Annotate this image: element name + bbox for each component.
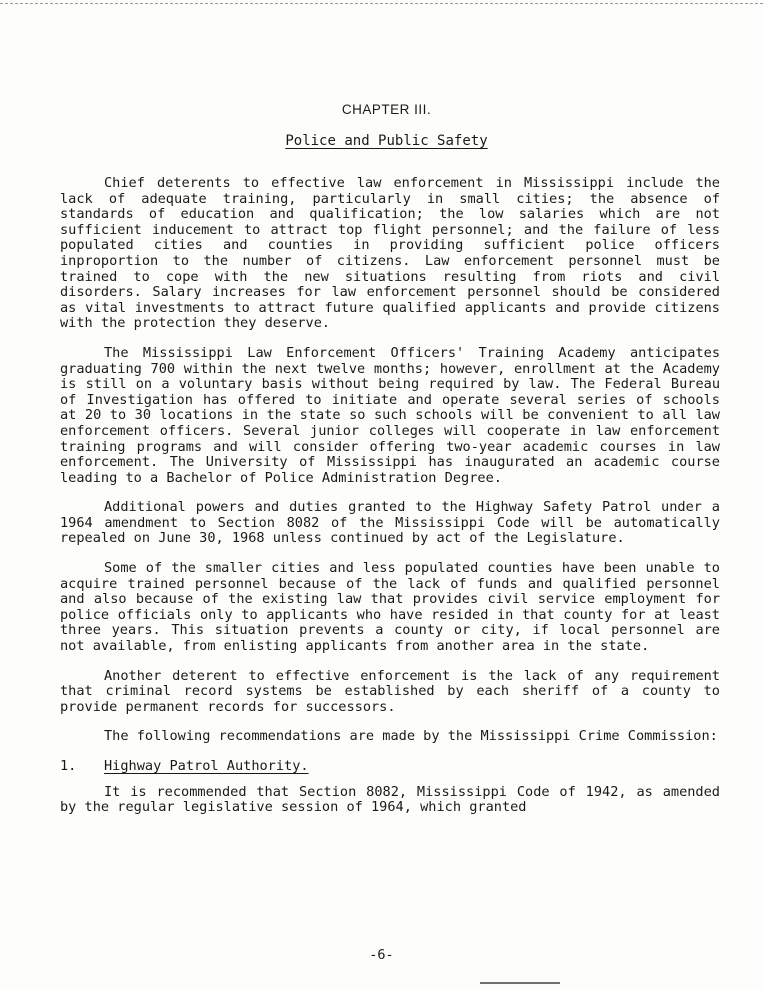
- recommendation-title: Highway Patrol Authority.: [104, 758, 309, 774]
- body-text: [60, 176, 720, 830]
- recommendation-heading: [60, 759, 720, 775]
- section-title-text: Police and Public Safety: [285, 133, 488, 149]
- section-title: [0, 133, 763, 149]
- scan-mark: [480, 982, 560, 984]
- page-number: -6-: [369, 947, 394, 963]
- paragraph: Chief deterents to effective law enforcement in Mississippi include the lack of adequate training, particularly in small cities; the absence of standards of education and qualification; the low salaries which are not sufficient inducement to attract top flight personnel; and the failure of less populated cities and counties in providing sufficient police officers inproportion to the number of citizens. Law enforcement personnel must be trained to cope with the new situations resulting from riots and civil disorders. Salary increases for law enforcement personnel should be considered as vital investments to attract future qualified applicants and provide citizens with the protection they deserve.: [60, 175, 720, 332]
- paragraph: The Mississippi Law Enforcement Officers' Training Academy anticipates graduating 700 within the next twelve months; however, enrollment at the Academy is still on a voluntary basis without being required by law. The Federal Bureau of Investigation has offered to initiate and operate several series of schools at 20 to 30 locations in the state so such schools will be convenient to all law enforcement officers. Several junior colleges will cooperate in law enforcement training programs and will consider offering two-year academic courses in law enforcement. The University of Mississippi has inaugurated an academic course leading to a Bachelor of Police Administration Degree.: [60, 344, 720, 486]
- paragraph: Some of the smaller cities and less populated counties have been unable to acquire trained personnel because of the lack of funds and qualified personnel and also because of the existing law that provides civil service employment for police officials only to applicants who have resided in that county for at least three years. This situation prevents a county or city, if local personnel are not available, from enlisting applicants from another area in the state.: [60, 560, 720, 655]
- paragraph: The following recommendations are made by the Mississippi Crime Commission:: [104, 728, 718, 745]
- paragraph: Additional powers and duties granted to the Highway Safety Patrol under a 1964 amendment to Section 8082 of the Mississippi Code will be automatically repealed on June 30, 1968 unless continued by act of the Legislature.: [60, 499, 720, 547]
- recommendation-text: It is recommended that Section 8082, Mississippi Code of 1942, as amended by the regular legislative session of 1964, which granted: [60, 783, 720, 816]
- chapter-heading: CHAPTER III.: [341, 102, 432, 117]
- scan-top-edge: [0, 3, 763, 4]
- paragraph: Another deterent to effective enforcement is the lack of any requirement that criminal record systems be established by each sheriff of a county to provide permanent records for successors.: [60, 667, 720, 715]
- recommendation-number: 1.: [60, 758, 77, 774]
